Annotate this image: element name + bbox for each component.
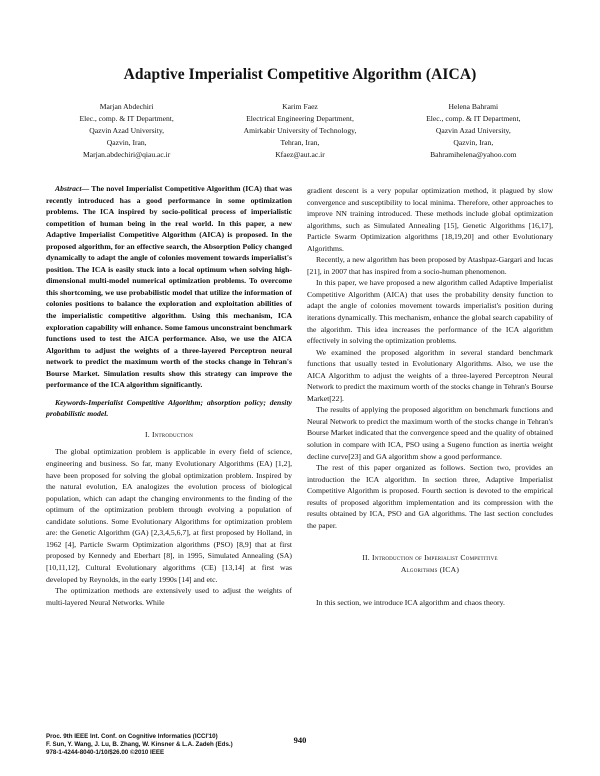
author-email: Bahramihelena@yahoo.com xyxy=(430,150,517,160)
spacer xyxy=(307,531,553,552)
page-number: 940 xyxy=(293,735,307,745)
author-city: Tehran, Iran, xyxy=(280,138,320,148)
paragraph: In this paper, we have proposed a new algorithm called Adaptive Imperialist Competitive Algorithm (AICA) that uses the probability density function to adapt the angle of colonies movement towards imperialist's position during iterations dynamically. This mechanism, enhance the global search capability of the algorithm. This idea increases the performance of the ICA algorithm effectively in solving the optimization problems. xyxy=(307,278,553,346)
author-email: Marjan.abdechiri@qiau.ac.ir xyxy=(83,150,171,160)
spacer xyxy=(307,576,553,597)
paragraph: The results of applying the proposed algorithm on benchmark functions and Neural Network to predict the maximum worth of the stocks change in Tehran's Bourse Market indicated that the convergence speed and the quality of obtained solution in compare with ICA, PSO using a Sugeno function as inertia weight decline curve[23] and GA algorithm show a good performance. xyxy=(307,405,553,461)
author-inst: Amirkabir University of Technology, xyxy=(243,126,357,136)
section-heading-introduction: I. Introduction xyxy=(144,429,194,439)
author-city: Qazvin, Iran, xyxy=(453,138,494,148)
author-2 xyxy=(213,101,386,161)
paragraph: The global optimization problem is applicable in every field of science, engineering and business. So far, many Evolutionary Algorithms (EA) [1,2], have been proposed for solving the global optimization problem. Inspired by the natural evolution, EA analogizes the evolution process of biological population, which can adapt the changing environments to the finding of the optimum of the optimization problem through evolving a population of candidate solutions. Some Evolutionary Algorithms for optimization problem are: the Genetic Algorithm (GA) [2,3,4,5,6,7], at first proposed by Holland, in 1962 [4], Particle Swarm Optimization algorithms (PSO) [8,9] that at first proposed by Kennedy and Eberhart [8], in 1995, Simulated Annealing (SA) [10,11,12], Cultural Evolutionary algorithms (CE) [13,14] at first was developed by Reynolds, in the early 1990s [14] and etc. xyxy=(46,447,292,584)
paragraph: The optimization methods are extensively used to adjust the weights of multi-layered Neural Networks. While xyxy=(46,586,292,607)
paragraph: Recently, a new algorithm has been proposed by Atashpaz-Gargari and lucas [21], in 2007 that has inspired from a socio-human phenomenon. xyxy=(307,255,553,276)
author-3 xyxy=(387,101,560,161)
abstract-text: The novel Imperialist Competitive Algorithm (ICA) that was recently introduced has a good performance in some optimization problems. The ICA inspired by socio-political process of imperialistic competition of human being in the real world. In this paper, a new Adaptive Imperialist Competitive Algorithm (AICA) is proposed. In the proposed algorithm, for an effective search, the Absorption Policy changed dynamically to adapt the angle of colonies movement towards imperialist's position. The ICA is easily stuck into a local optimum when solving high-dimensional multi-model numerical optimization problems. To overcome this shortcoming, we use probabilistic model that utilize the information of colonies positions to balance the exploration and exploitation abilities of the imperialistic competitive algorithm. Using this mechanism, ICA exploration capability will enhance. Some famous unconstraint benchmark functions used to test the AICA performance. Also, we use the AICA Algorithm to adjust the weights of a three-layered Perceptron neural network to predict the maximum worth of the stocks change in Tehran's Bourse Market. Simulation results show this strategy can improve the performance of the ICA algorithm significantly. xyxy=(46,184,292,390)
footer-line: F. Sun, Y. Wang, J. Lu, B. Zhang, W. Kinsner & L.A. Zadeh (Eds.) xyxy=(46,741,233,749)
author-dept: Elec., comp. & IT Department, xyxy=(426,114,521,124)
section-heading-ica-line2: Algorithms (ICA) xyxy=(400,564,460,574)
author-dept: Electrical Engineering Department, xyxy=(246,114,354,124)
author-dept: Elec., comp. & IT Department, xyxy=(79,114,174,124)
paragraph: We examined the proposed algorithm in several standard benchmark functions that usually tested in Evolutionary Algorithms. Also, we use the AICA Algorithm to adjust the weights of a three-layered Perceptron Neural Network to predict the maximum worth of the stocks change in Tehran's Bourse Market[22]. xyxy=(307,347,553,403)
section-heading-ica: II. Introduction of Imperialist Competitive xyxy=(362,553,498,563)
author-inst: Qazvin Azad University, xyxy=(89,126,165,136)
author-name: Karim Faez xyxy=(282,102,318,111)
author-name: Marjan Abdechiri xyxy=(99,102,154,111)
left-column xyxy=(46,183,292,608)
footer-line: Proc. 9th IEEE Int. Conf. on Cognitive Informatics (ICCI'10) xyxy=(46,733,218,740)
paragraph: In this section, we introduce ICA algorithm and chaos theory. xyxy=(316,597,505,607)
author-1 xyxy=(40,101,213,161)
abstract-lead: Abstract— xyxy=(55,184,90,193)
keywords: Keywords-Imperialist Competitive Algorithm; absorption policy; density probabilistic model. xyxy=(46,397,292,419)
footer-line: 978-1-4244-8040-1/10/$26.00 ©2010 IEEE xyxy=(46,749,165,757)
author-email: Kfaez@aut.ac.ir xyxy=(275,150,325,160)
author-name: Helena Bahrami xyxy=(448,102,499,111)
paper-title: Adaptive Imperialist Competitive Algorithm (AICA) xyxy=(123,66,477,83)
author-inst: Qazvin Azad University, xyxy=(435,126,511,136)
author-city: Qazvin, Iran, xyxy=(106,138,147,148)
abstract xyxy=(46,183,292,391)
paragraph: The rest of this paper organized as follows. Section two, provides an introduction the ICA algorithm. In section three, Adaptive Imperialist Competitive Algorithm is proposed. Fourth section is devoted to the empirical results of proposed algorithm implementation and its compression with the results obtained by ICA, PSO and GA algorithms. The last section concludes the paper. xyxy=(307,463,553,530)
right-column xyxy=(307,185,553,608)
paragraph: gradient descent is a very popular optimization method, it plagued by slow convergence and susceptibility to local minima. Therefore, other approaches to improve NN training introduced. These methods include global optimization algorithms, such as Simulated Annealing [15], Genetic Algorithms [16,17], Particle Swarm Optimization algorithms [18,19,20] and other Evolutionary Algorithms. xyxy=(307,186,553,253)
author-block xyxy=(40,101,560,161)
